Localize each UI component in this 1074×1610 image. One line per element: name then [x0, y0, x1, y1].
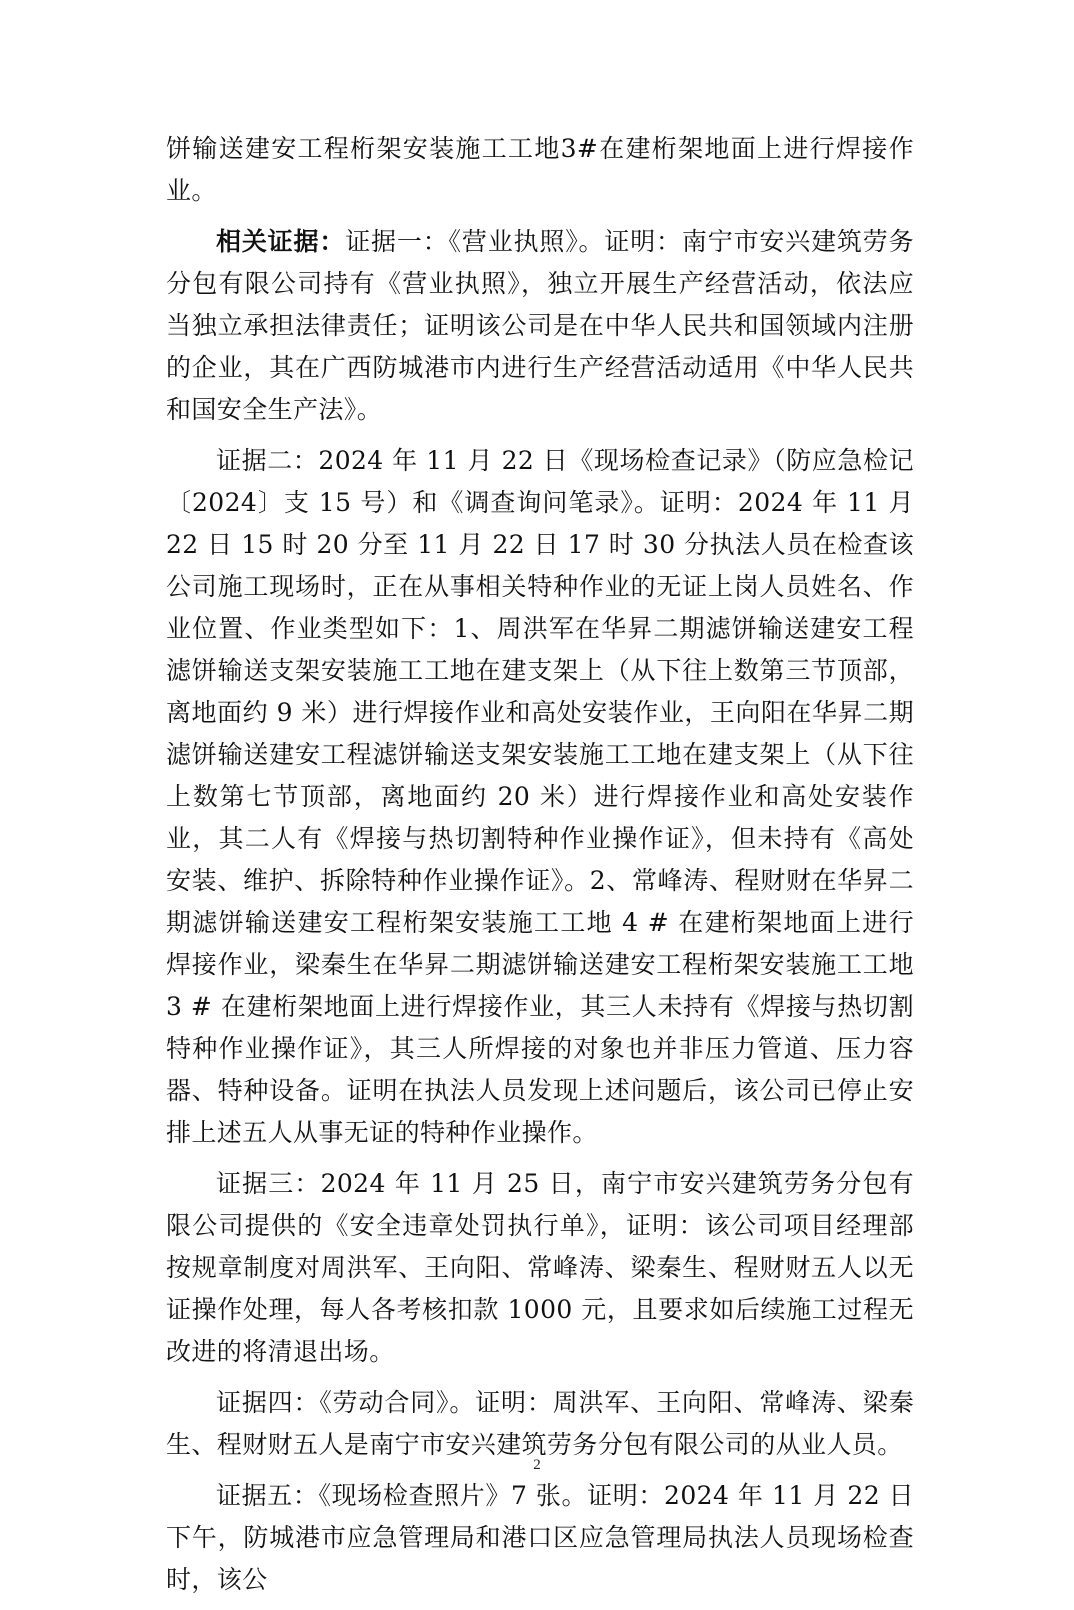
- related-evidence-label: 相关证据：: [216, 227, 346, 256]
- paragraph-evidence-five: 证据五：《现场检查照片》7 张。证明：2024 年 11 月 22 日下午，防城港市应急管理局和港口区应急管理局执法人员现场检查时，该公: [166, 1481, 914, 1594]
- paragraph-evidence-two: 证据二：2024 年 11 月 22 日《现场检查记录》（防应急检记〔2024〕支 15 号）和《调查询问笔录》。证明：2024 年 11 月 22 日 15 时 20 分至 11 月 22 日 17 时 30 分执法人员在检查该公司施工现场时，正在从事相关特种作业的无证上岗人员姓名、作业位置、作业类型如下：1、周洪军在华昇二期滤饼输送建安工程滤饼输送支架安装施工工地在建支架上（从下往上数第三节顶部，离地面约 9 米）进行焊接作业和高处安装作业，王向阳在华昇二期滤饼输送建安工程滤饼输送支架安装施工工地在建支架上（从下往上数第七节顶部，离地面约 20 米）进行焊接作业和高处安装作业，其二人有《焊接与热切割特种作业操作证》，但未持有《高处安装、维护、拆除特种作业操作证》。2、常峰涛、程财财在华昇二期滤饼输送建安工程桁架安装施工工地 4 # 在建桁架地面上进行焊接作业，梁秦生在华昇二期滤饼输送建安工程桁架安装施工工地 3 # 在建桁架地面上进行焊接作业，其三人未持有《焊接与热切割特种作业操作证》，其三人所焊接的对象也并非压力管道、压力容器、特种设备。证明在执法人员发现上述问题后，该公司已停止安排上述五人从事无证的特种作业操作。: [166, 446, 914, 1147]
- paragraph-continuation: 饼输送建安工程桁架安装施工工地3#在建桁架地面上进行焊接作业。: [166, 134, 914, 205]
- evidence-one-text: 证据一：《营业执照》。证明：南宁市安兴建筑劳务分包有限公司持有《营业执照》，独立开展生产经营活动，依法应当独立承担法律责任；证明该公司是在中华人民共和国领域内注册的企业，其在广西防城港市内进行生产经营活动适用《中华人民共和国安全生产法》。: [166, 227, 914, 424]
- document-body: [166, 128, 914, 1610]
- paragraph-evidence-one: [166, 221, 914, 431]
- page-number: 2: [533, 1457, 541, 1473]
- paragraph-evidence-three: 证据三：2024 年 11 月 25 日，南宁市安兴建筑劳务分包有限公司提供的《安全违章处罚执行单》，证明：该公司项目经理部按规章制度对周洪军、王向阳、常峰涛、梁秦生、程财财五人以无证操作处理，每人各考核扣款 1000 元，且要求如后续施工过程无改进的将清退出场。: [166, 1169, 914, 1366]
- paragraph-evidence-four: 证据四：《劳动合同》。证明：周洪军、王向阳、常峰涛、梁秦生、程财财五人是南宁市安兴建筑劳务分包有限公司的从业人员。: [166, 1388, 914, 1459]
